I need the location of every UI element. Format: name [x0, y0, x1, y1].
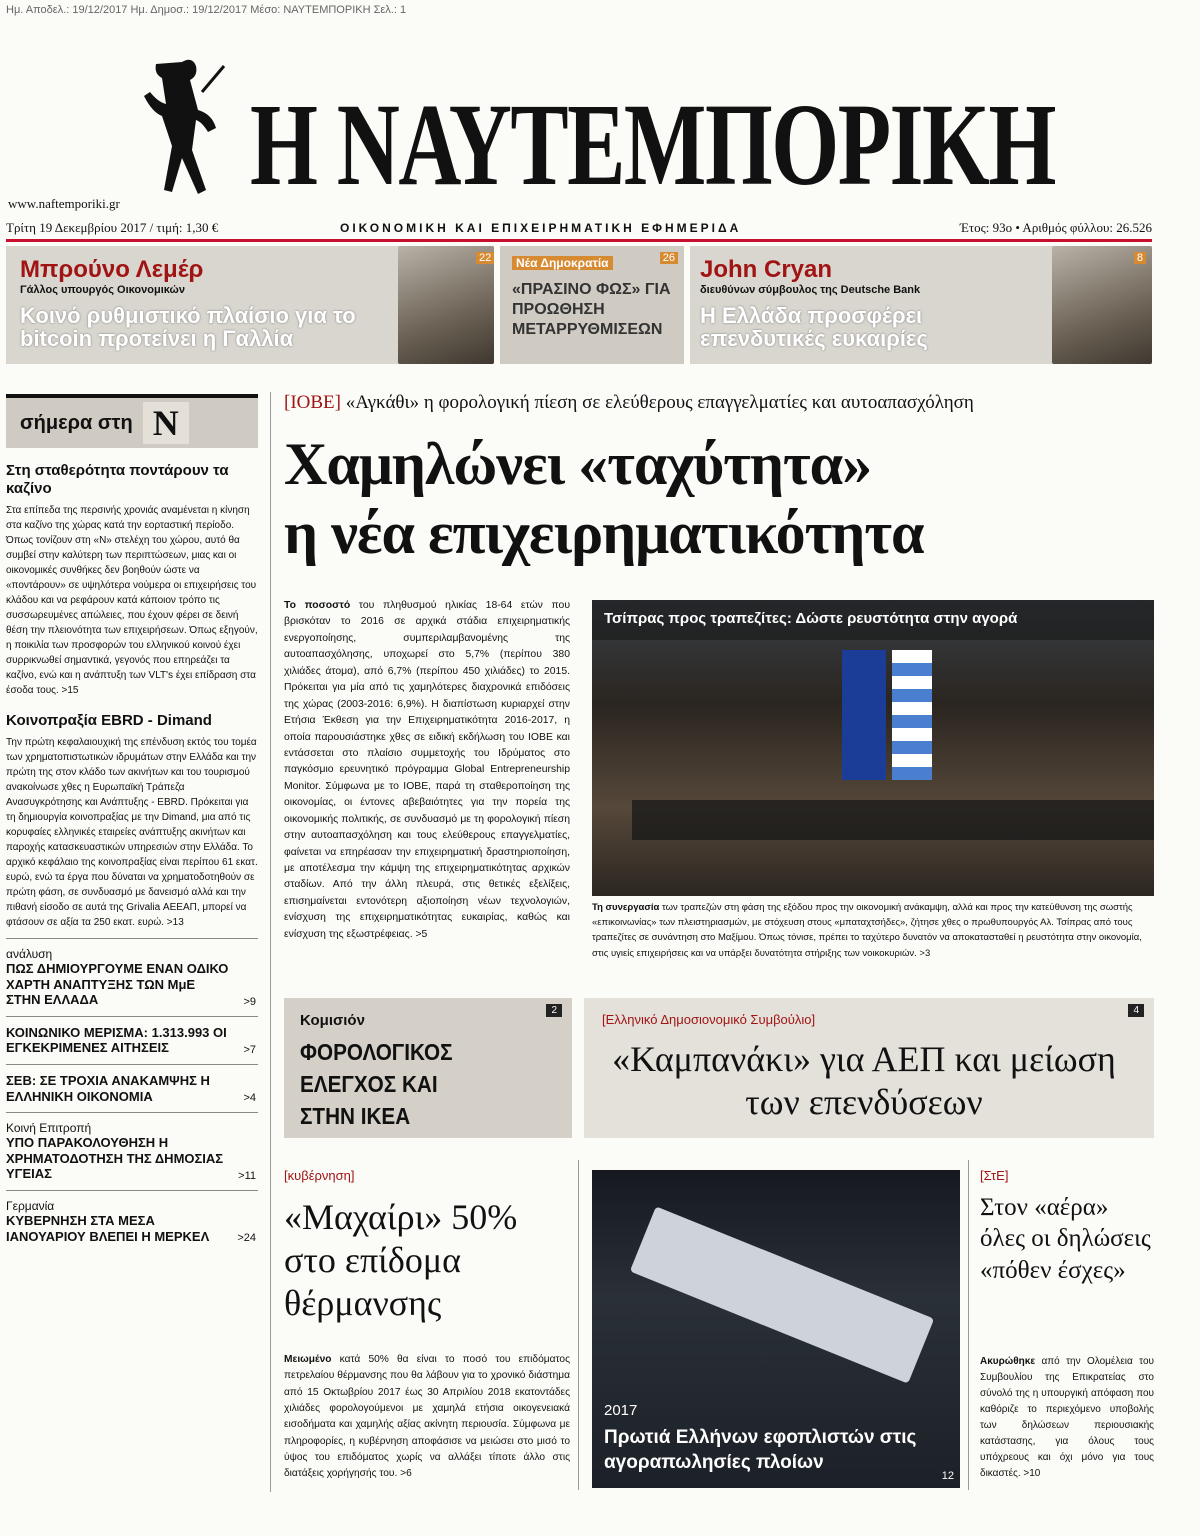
index-item[interactable] [6, 1112, 258, 1190]
heating-body [284, 1352, 570, 1483]
masthead-title: Η ΝΑΥΤΕΜΠΟΡΙΚΗ [250, 79, 1055, 210]
website-url[interactable]: www.naftemporiki.gr [8, 196, 120, 211]
eu-flag [842, 650, 886, 780]
tsipras-bankers-photo [592, 600, 1154, 896]
index-headline: ΣΕΒ: ΣΕ ΤΡΟΧΙΑ ΑΝΑΚΑΜΨΗΣ Η ΕΛΛΗΝΙΚΗ ΟΙΚΟΝΟΜΙΑ [6, 1072, 210, 1104]
index-headline: ΚΥΒΕΡΝΗΣΗ ΣΤΑ ΜΕΣΑ ΙΑΝΟΥΑΡΙΟΥ ΒΛΕΠΕΙ Η ΜΕΡΚΕΛ [6, 1212, 210, 1244]
index-kicker: Γερμανία [6, 1198, 55, 1213]
sidebar [6, 394, 258, 1252]
index-page: >11 [238, 1169, 256, 1182]
teaser-sub: διευθύνων σύμβουλος της Deutsche Bank [700, 284, 921, 296]
page-ref: 2 [546, 1004, 562, 1017]
box-kicker: [Ελληνικό Δημοσιονομικό Συμβούλιο] [602, 1012, 816, 1027]
teaser-sub: Γάλλος υπουργός Οικονομικών [20, 284, 185, 296]
teaser-cryan[interactable] [690, 246, 1152, 364]
teaser-nd[interactable] [500, 246, 684, 364]
teaser-headline: Κοινό ρυθμιστικό πλαίσιο για το bitcoin προτείνει η Γαλλία [20, 303, 356, 352]
tagline: ΟΙΚΟΝΟΜΙΚΗ ΚΑΙ ΕΠΙΧΕΙΡΗΜΑΤΙΚΗ ΕΦΗΜΕΡΙΔΑ [340, 221, 742, 235]
box-commission[interactable] [284, 998, 572, 1138]
hermes-logo-icon [142, 52, 232, 202]
index-item[interactable] [6, 1064, 258, 1112]
index-headline: ΠΩΣ ΔΗΜΙΟΥΡΓΟΥΜΕ ΕΝΑΝ ΟΔΙΚΟ ΧΑΡΤΗ ΑΝΑΠΤΥΞΗΣ ΤΩΝ ΜμΕ ΣΤΗΝ ΕΛΛΑΔΑ [6, 961, 229, 1008]
index-kicker: Κοινή Επιτροπή [6, 1121, 92, 1136]
lead-headline[interactable] [284, 430, 923, 568]
lead-body-text: του πληθυσμού ηλικίας 18-64 ετών που βρισκόταν το 2016 σε αρχικά στάδια επιχειρηματικής ενεργοποίησης, συμπεριλαμβανομένης της αυτοαπασχόλησης, υποχωρεί στο 5,7% (περίπου 380 χιλιάδες άτομα), από 6,7% (περίπου 450 χιλιάδες) το 2015. Πρόκειται για μία από τις χαμηλότερες διαχρονικά επιδόσεις της χώρας (2003-2016: 6,9%). Η διαπίστωση κυριαρχεί στην Ετήσια Έκθεση για την Επιχειρηματικότητα 2016-2017, η οποία παρουσιάστηκε χθες σε ειδική εκδήλωση του ΙΟΒΕ και εντάσσεται στο πλαίσιο συμμετοχής του Ιδρύματος στο παγκόσμιο ερευνητικό πρόγραμμα Global Entrepreneurship Monitor. Σύμφωνα με το ΙΟΒΕ, παρά τη σταθεροποίηση της οικονομίας, οι έντονες αβεβαιότητες για την πορεία της οικονομικής πολιτικής, σε συνδυασμό με τη φορολογική πίεση στην αυτοαπασχόληση και τους ελεύθερους επαγγελματίες, φαίνεται να επηρέασαν την επιχειρηματική δραστηριοποίηση, με αποτέλεσμα την κάμψη της επιχειρηματικότητας αρχικών σταδίων. Από την άλλη πλευρά, στις θετικές εξελίξεις, επισημαίνεται εντονότερη αξιοποίηση νέων τεχνολογιών, ενίσχυση της επιχειρηματικότητας ευκαιρίας, καθώς και ενίσχυση της εξωστρέφειας. >5 [284, 600, 571, 940]
lead-tag: [ΙΟΒΕ] [284, 392, 341, 413]
index-page: >24 [237, 1232, 256, 1245]
teaser-name: John Cryan [700, 256, 833, 283]
teaser-headline: Η Ελλάδα προσφέρει επενδυτικές ευκαιρίες [700, 303, 928, 352]
column-divider [270, 392, 271, 1492]
teaser-headline: «ΠΡΑΣΙΝΟ ΦΩΣ» ΓΙΑ ΠΡΟΩΘΗΣΗ ΜΕΤΑΡΡΥΘΜΙΣΕΩΝ [512, 281, 671, 338]
page-ref: 12 [941, 1470, 954, 1482]
photo-caption-text: των τραπεζών στη φάση της εξόδου προς την οικονομική ανάκαμψη, αλλά και προς την κατεύθυνση της σωστής «επικοινωνίας» των πλειστηριασμών, με στόχευση στους «μπαταχτσήδες», ζήτησε χθες ο πρωθυπουργός Αλ. Τσίπρας από τους τραπεζίτες σε συνάντηση στο Μαξίμου. Όπως τόνισε, πρέπει το ταχύτερο δυνατόν να αποκατασταθεί η ρευστότητα στην οικονομία, στις υγιείς επιχειρήσεις και να υπάρξει δυνατότητα στήριξης των νοικοκυριών. >3 [592, 902, 1142, 959]
index-headline: ΚΟΙΝΩΝΙΚΟ ΜΕΡΙΣΜΑ: 1.313.993 ΟΙ ΕΓΚΕΚΡΙΜΕΝΕΣ ΑΙΤΗΣΕΙΣ [6, 1024, 227, 1056]
index-item[interactable] [6, 938, 258, 1016]
column-divider [578, 1160, 579, 1490]
ste-headline[interactable]: Στον «αέρα» όλες οι δηλώσεις «πόθεν έσχες» [980, 1194, 1151, 1284]
ste-body-text: από την Ολομέλεια του Συμβουλίου της Επικρατείας στο σύνολό της η υπουργική απόφαση που καθόριζε το περιεχόμενο υποβολής των δηλώσεων περιουσιακής κατάστασης, για όλους τους υπόχρεους και όχι μόνο για τους δικαστές. >10 [980, 1356, 1155, 1479]
ste-body [980, 1354, 1154, 1482]
box-fiscal-council[interactable] [584, 998, 1154, 1138]
photo-caption-lead: Τη συνεργασία [592, 902, 660, 913]
ship-year: 2017 [604, 1402, 638, 1419]
index-headline: ΥΠΟ ΠΑΡΑΚΟΛΟΥΘΗΣΗ Η ΧΡΗΜΑΤΟΔΟΤΗΣΗ ΤΗΣ ΔΗΜΟΣΙΑΣ ΥΓΕΙΑΣ [6, 1135, 224, 1182]
page-ref: 8 [1134, 252, 1146, 264]
page-ref: 22 [476, 252, 494, 264]
lead-headline-line1: Χαμηλώνει «ταχύτητα» [284, 431, 872, 497]
teaser-lemaire[interactable] [6, 246, 494, 364]
index-kicker: ανάλυση [6, 947, 53, 961]
issue-number: Έτος: 93ο • Αριθμός φύλλου: 26.526 [959, 220, 1152, 235]
teaser-kicker: Νέα Δημοκρατία [512, 256, 613, 270]
lead-body-lead: Το ποσοστό [284, 600, 351, 611]
index-item[interactable] [6, 1016, 258, 1064]
index-page: >7 [243, 1043, 256, 1056]
n-letter: N [143, 402, 189, 444]
photo-caption-bar: Τσίπρας προς τραπεζίτες: Δώστε ρευστότητα στην αγορά [592, 600, 1154, 640]
index-page: >9 [243, 995, 256, 1008]
clipping-meta: Ημ. Αποδελ.: 19/12/2017 Ημ. Δημοσ.: 19/12/2017 Μέσο: ΝΑΥΤΕΜΠΟΡΙΚΗ Σελ.: 1 [6, 4, 407, 16]
today-in-n-banner [6, 394, 258, 448]
today-label: σήμερα στη [20, 411, 133, 434]
ship-box[interactable] [592, 1170, 960, 1488]
heating-body-text: κατά 50% θα είναι το ποσό του επιδόματος πετρελαίου θέρμανσης που θα λάβουν για το χρονικό διάστημα από 15 Οκτωβρίου 2017 έως 30 Απριλίου 2018 εκατοντάδες χιλιάδες φορολογούμενοι με χαμηλά ετήσια οικογενειακά εισοδήματα και χαμηλής αξίας ακίνητη περιουσία. Σύμφωνα με πληροφορίες, η κυβέρνηση αποφάσισε να μειώσει στο μισό το ύψος του επιδόματος χωρίς να αλλάξει τίποτε άλλο στις διατάξεις χορήγησής του. >6 [284, 1354, 570, 1480]
header-rule [6, 239, 1152, 242]
story-casino-body: Στα επίπεδα της περσινής χρονιάς αναμένεται η κίνηση στα καζίνο της χώρας κατά την εορταστική περίοδο. Όπως τονίζουν στη «Ν» στελέχη του χώρου, αυτό θα συμβεί στην καλύτερη των περιπτώσεων, μιας και οι οικονομικές συνθήκες δεν βοηθούν ώστε να «ποντάρουν» σε υψηλότερα νούμερα οι επιχειρήσεις του κλάδου και να ρεφάρουν κατά κάποιον τρόπο τις συσσωρευμένες απώλειες, που έχουν φέρει σε δεινή θέση την πλειονότητα των επιχειρήσεων. Όπως εξηγούν, η ποικιλία των προσφορών του ελληνικού κοινού έχει συρρικνωθεί σημαντικά, γεγονός που επηρεάζει τα καζίνο, ενώ και η ανάπτυξη των VLT's έχει επίδραση στα έσοδα τους. >15 [6, 505, 258, 696]
page-ref: 4 [1128, 1004, 1144, 1017]
column-divider [968, 1160, 969, 1490]
box-headline: ΦΟΡΟΛΟΓΙΚΟΣ ΕΛΕΓΧΟΣ ΚΑΙ ΣΤΗΝ ΙΚΕΑ [300, 1039, 453, 1130]
box-headline: «Καμπανάκι» για ΑΕΠ και μείωση των επενδύσεων [612, 1039, 1116, 1123]
index-item[interactable] [6, 1190, 258, 1252]
meeting-table [632, 800, 1154, 840]
heating-headline[interactable]: «Μαχαίρι» 50% στο επίδομα θέρμανσης [284, 1197, 518, 1324]
story-ebrd-headline[interactable]: Κοινοπραξία EBRD - Dimand [6, 712, 212, 729]
story-casino-headline[interactable]: Στη σταθερότητα ποντάρουν τα καζίνο [6, 462, 229, 497]
heating-body-lead: Μειωμένο [284, 1354, 332, 1365]
lead-headline-line2: η νέα επιχειρηματικότητα [284, 500, 924, 566]
ste-tag: [ΣτΕ] [980, 1168, 1009, 1183]
photo-caption [592, 900, 1154, 961]
tanker-ship-image [630, 1206, 934, 1383]
teaser-name: Μπρούνο Λεμέρ [20, 256, 204, 283]
lead-body [284, 598, 570, 943]
dateline: Τρίτη 19 Δεκεμβρίου 2017 / τιμή: 1,30 € [6, 220, 219, 235]
lead-kicker [284, 392, 974, 414]
box-kicker: Κομισιόν [300, 1012, 365, 1029]
ste-body-lead: Ακυρώθηκε [980, 1356, 1036, 1367]
lead-kicker-text: «Αγκάθι» η φορολογική πίεση σε ελεύθερους επαγγελματίες και αυτοαπασχόληση [345, 392, 974, 413]
greek-flag [892, 650, 932, 780]
story-ebrd-body: Την πρώτη κεφαλαιουχική της επένδυση εκτός του τομέα των χρηματοπιστωτικών ιδρυμάτων στην Ελλάδα και την πρώτη της στον κλάδο των ακινήτων και του τουρισμού ανακοίνωσε χθες η Ευρωπαϊκή Τράπεζα Ανασυγκρότησης και Ανάπτυξης - EBRD. Πρόκειται για τη δημιουργία κοινοπραξίας με την Dimand, μια από τις κορυφαίες ελληνικές εταιρείες ανάπτυξης ακινήτων και παροχής κατασκευαστικών υπηρεσιών στην Ελλάδα. Το αρχικό κεφάλαιο της κοινοπραξίας είναι περίπου 61 εκατ. ευρώ, ενώ τα έργα που δύναται να χρηματοδοτηθούν σε πρώτη φάση, σε συνδυασμό με δανεισμό αλλά και την πιθανή είσοδο σε αυτά της Grivalia ΑΕΕΑΠ, μπορεί να φτάσουν σε αξία τα 250 εκατ. ευρώ. >13 [6, 737, 258, 928]
heating-tag: [κυβέρνηση] [284, 1168, 355, 1183]
index-page: >4 [243, 1092, 256, 1105]
ship-headline: Πρωτιά Ελλήνων εφοπλιστών στις αγοραπωλησίες πλοίων [604, 1427, 917, 1473]
page-ref: 26 [660, 252, 678, 264]
